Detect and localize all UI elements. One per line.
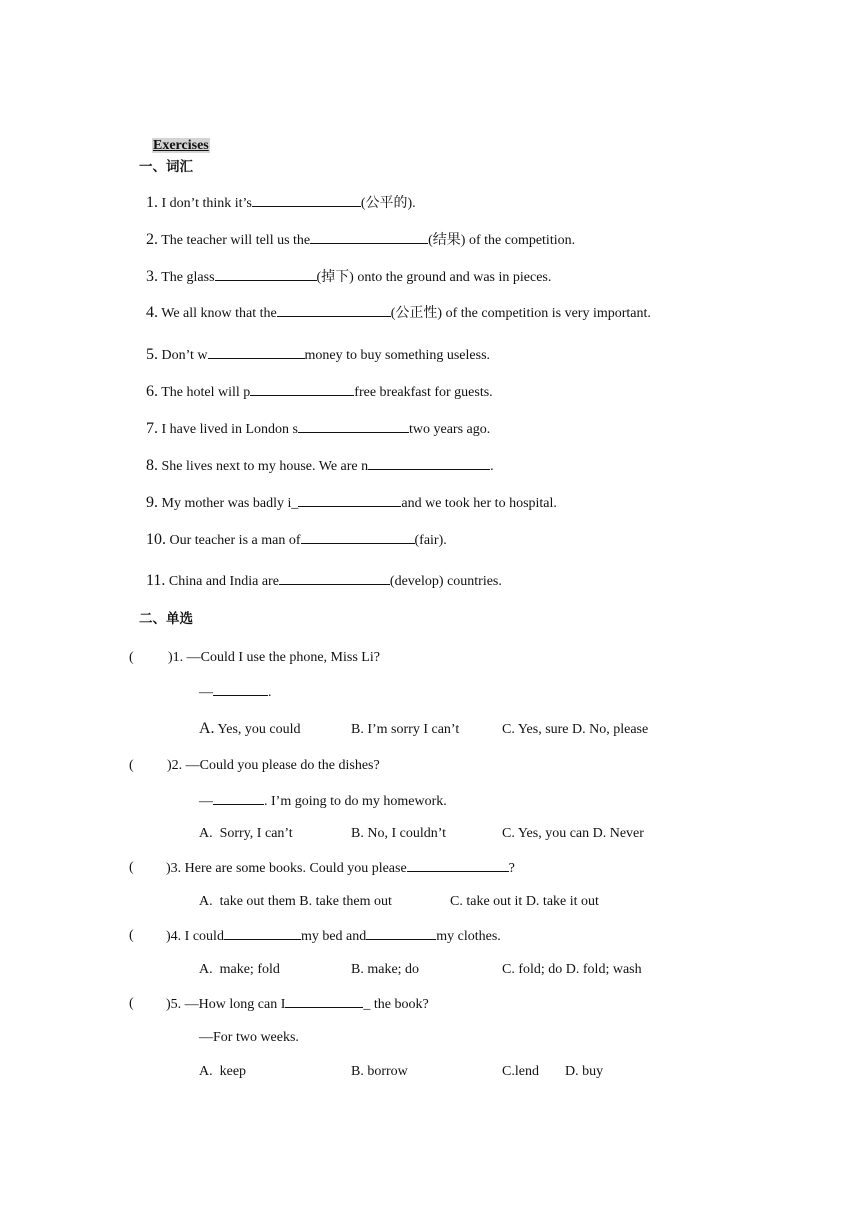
q2-option-b[interactable]: B. No, I couldn’t [351, 826, 447, 841]
answer-paren-2[interactable]: ( [129, 758, 134, 773]
question-5-reply: —For two weeks. [199, 1030, 299, 1045]
vocab-item-4: 4. We all know that the (公正性) of the competition is very important. [146, 304, 651, 321]
answer-blank[interactable] [213, 792, 264, 805]
answer-blank[interactable] [252, 194, 361, 207]
q5-option-a[interactable]: A. keep [199, 1064, 247, 1079]
answer-blank[interactable] [279, 572, 390, 585]
answer-blank[interactable] [301, 531, 415, 544]
q1-option-a[interactable]: A. Yes, you could [199, 720, 301, 737]
q4-option-cd[interactable]: C. fold; do D. fold; wash [502, 962, 642, 977]
q2-option-a[interactable]: A. Sorry, I can’t [199, 826, 293, 841]
answer-paren-5[interactable]: ( [129, 996, 134, 1011]
question-5: )5. —How long can I _ the book? [166, 997, 429, 1012]
q3-option-cd[interactable]: C. take out it D. take it out [450, 894, 599, 909]
vocab-item-6: 6. The hotel will p free breakfast for guests. [146, 383, 493, 400]
vocab-item-7: 7. I have lived in London s two years ago. [146, 420, 491, 437]
question-2: )2. —Could you please do the dishes? [167, 758, 380, 773]
vocab-item-9: 9. My mother was badly i_ and we took her to hospital. [146, 494, 557, 511]
answer-blank[interactable] [285, 995, 363, 1008]
answer-blank[interactable] [298, 494, 401, 507]
page-title [145, 119, 210, 155]
vocab-item-2: 2. The teacher will tell us the (结果) of the competition. [146, 231, 576, 248]
answer-blank[interactable] [224, 927, 301, 940]
title-text: Exercises [153, 138, 209, 153]
q5-option-d[interactable]: D. buy [565, 1064, 604, 1079]
q1-option-cd[interactable]: C. Yes, sure D. No, please [502, 722, 649, 737]
answer-blank[interactable] [215, 268, 317, 281]
answer-blank[interactable] [213, 683, 268, 696]
answer-blank[interactable] [250, 383, 354, 396]
vocab-item-10: 10. Our teacher is a man of (fair). [146, 531, 447, 548]
vocab-item-8: 8. She lives next to my house. We are n . [146, 457, 494, 474]
section-heading-choice: 二、单选 [139, 611, 193, 627]
answer-paren-3[interactable]: ( [129, 860, 134, 875]
q4-option-b[interactable]: B. make; do [351, 962, 420, 977]
answer-paren-4[interactable]: ( [129, 928, 134, 943]
question-1-reply: — . [199, 685, 272, 700]
q1-option-b[interactable]: B. I’m sorry I can’t [351, 722, 460, 737]
answer-blank[interactable] [277, 304, 391, 317]
q4-option-a[interactable]: A. make; fold [199, 962, 280, 977]
answer-blank[interactable] [298, 420, 409, 433]
question-4: )4. I could my bed and my clothes. [166, 929, 501, 944]
answer-blank[interactable] [407, 859, 509, 872]
question-1: )1. —Could I use the phone, Miss Li? [168, 650, 380, 665]
question-3: )3. Here are some books. Could you please ? [166, 861, 515, 876]
answer-blank[interactable] [366, 927, 436, 940]
vocab-item-11: 11. China and India are (develop) countries. [146, 572, 502, 589]
vocab-item-3: 3. The glass (掉下) onto the ground and was in pieces. [146, 268, 552, 285]
section-heading-vocab: 一、词汇 [139, 159, 193, 175]
answer-blank[interactable] [368, 457, 490, 470]
q5-option-c[interactable]: C.lend [502, 1064, 539, 1079]
answer-blank[interactable] [208, 346, 305, 359]
vocab-item-1: 1. I don’t think it’s (公平的). [146, 194, 416, 211]
vocab-item-5: 5. Don’t w money to buy something useless. [146, 346, 491, 363]
answer-paren-1[interactable]: ( [129, 650, 134, 665]
question-2-reply: — . I’m going to do my homework. [199, 794, 447, 809]
q5-option-b[interactable]: B. borrow [351, 1064, 408, 1079]
answer-blank[interactable] [310, 231, 428, 244]
q2-option-cd[interactable]: C. Yes, you can D. Never [502, 826, 644, 841]
q3-option-ab[interactable]: A. take out them B. take them out [199, 894, 392, 909]
